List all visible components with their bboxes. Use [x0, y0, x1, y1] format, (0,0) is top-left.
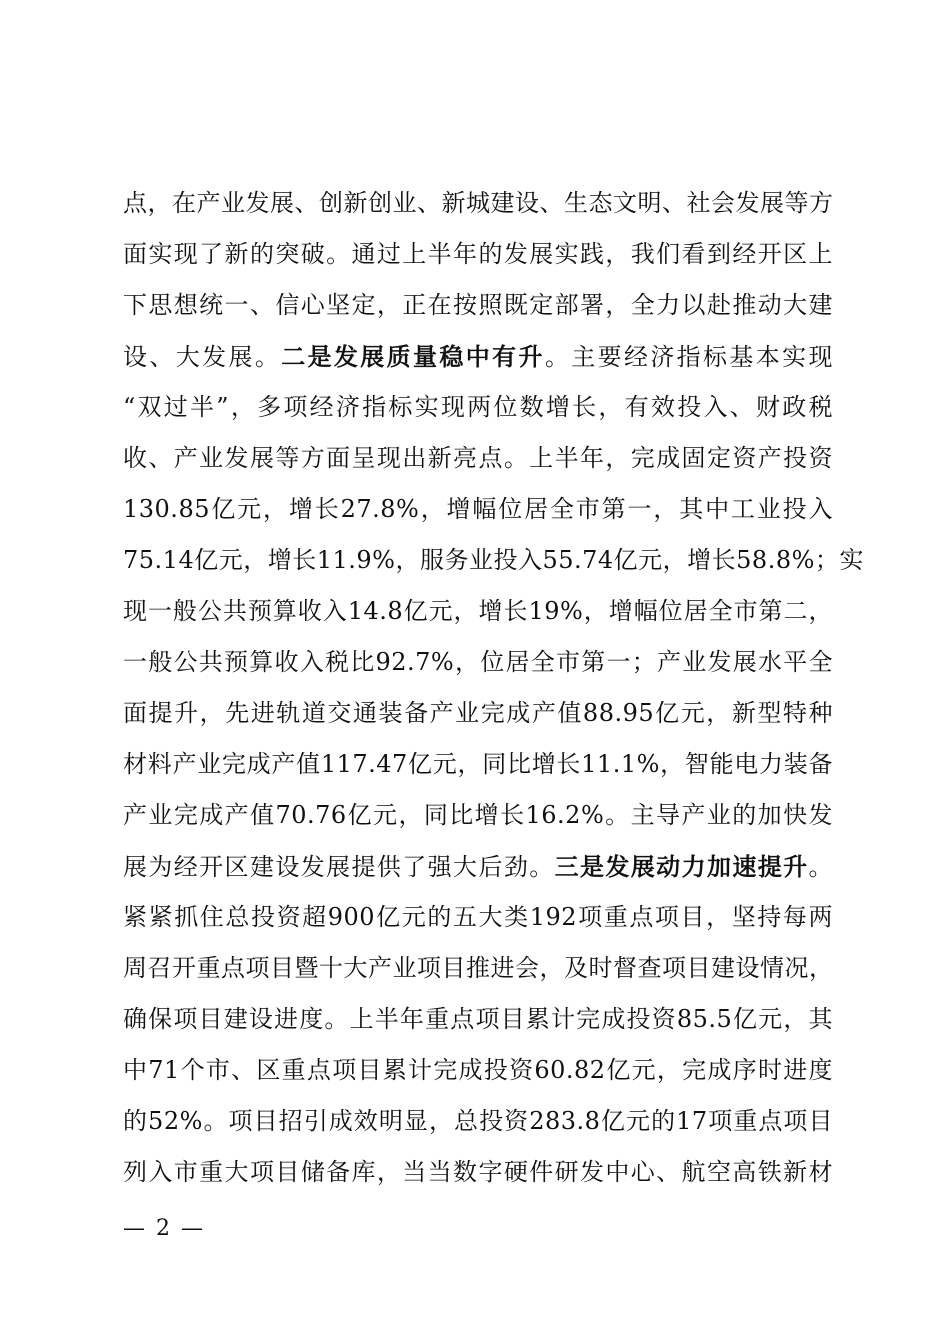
text-segment: 确保项目建设进度。上半年重点项目累计完成投资85.5亿元，其	[123, 1005, 833, 1033]
text-segment: 面提升，先进轨道交通装备产业完成产值88.95亿元，新型特种	[123, 699, 833, 727]
text-line	[123, 484, 833, 535]
text-segment: 收、产业发展等方面呈现出新亮点。上半年，完成固定资产投资	[123, 444, 833, 472]
text-line	[123, 229, 833, 280]
text-line	[123, 331, 833, 382]
text-segment: 。	[808, 853, 834, 881]
text-segment: 展为经开区建设发展提供了强大后劲。	[123, 853, 555, 881]
page-number: — 2 —	[123, 1216, 205, 1241]
text-segment: “双过半”，多项经济指标实现两位数增长，有效投入、财政税	[123, 393, 833, 421]
text-segment: 现一般公共预算收入14.8亿元，增长19%，增幅位居全市第二，	[123, 597, 833, 625]
text-line	[123, 178, 833, 229]
text-segment: 周召开重点项目暨十大产业项目推进会，及时督查项目建设情况，	[123, 954, 834, 982]
text-line	[123, 892, 833, 943]
text-segment: 一般公共预算收入税比92.7%，位居全市第一；产业发展水平全	[123, 648, 833, 676]
text-line	[123, 280, 833, 331]
text-segment: 材料产业完成产值117.47亿元，同比增长11.1%，智能电力装备	[123, 750, 833, 778]
text-line	[123, 841, 833, 892]
emphasized-heading-text: 二是发展质量稳中有升	[281, 342, 545, 371]
text-line	[123, 535, 864, 586]
text-segment: 产业完成产值70.76亿元，同比增长16.2%。主导产业的加快发	[123, 801, 833, 829]
text-segment: 130.85亿元，增长27.8%，增幅位居全市第一，其中工业投入	[123, 495, 833, 523]
text-segment: 的52%。项目招引成效明显，总投资283.8亿元的17项重点项目	[123, 1107, 833, 1135]
text-segment: 列入市重大项目储备库，当当数字硬件研发中心、航空高铁新材	[123, 1158, 833, 1186]
text-line	[123, 382, 833, 433]
text-segment: 面实现了新的突破。通过上半年的发展实践，我们看到经开区上	[123, 240, 833, 268]
text-line	[123, 637, 833, 688]
text-line	[123, 943, 833, 994]
text-segment: 设、大发展。	[123, 343, 282, 371]
text-line	[123, 433, 833, 484]
body-text	[123, 178, 864, 1198]
text-line	[123, 1096, 833, 1147]
text-line	[123, 1147, 833, 1198]
text-line	[123, 586, 833, 637]
text-line	[123, 688, 833, 739]
text-segment: 75.14亿元，增长11.9%，服务业投入55.74亿元，增长58.8%；实	[123, 546, 864, 574]
text-line	[123, 739, 833, 790]
text-line	[123, 790, 833, 841]
text-segment: 下思想统一、信心坚定，正在按照既定部署，全力以赴推动大建	[123, 291, 833, 319]
text-segment: 。主要经济指标基本实现	[544, 343, 834, 371]
emphasized-heading-text: 三是发展动力加速提升	[554, 852, 809, 881]
text-segment: 紧紧抓住总投资超900亿元的五大类192项重点项目，坚持每两	[123, 903, 833, 931]
text-segment: 中71个市、区重点项目累计完成投资60.82亿元，完成序时进度	[123, 1056, 833, 1084]
text-line	[123, 994, 833, 1045]
text-segment: 点，在产业发展、创新创业、新城建设、生态文明、社会发展等方	[123, 189, 834, 217]
text-line	[123, 1045, 833, 1096]
